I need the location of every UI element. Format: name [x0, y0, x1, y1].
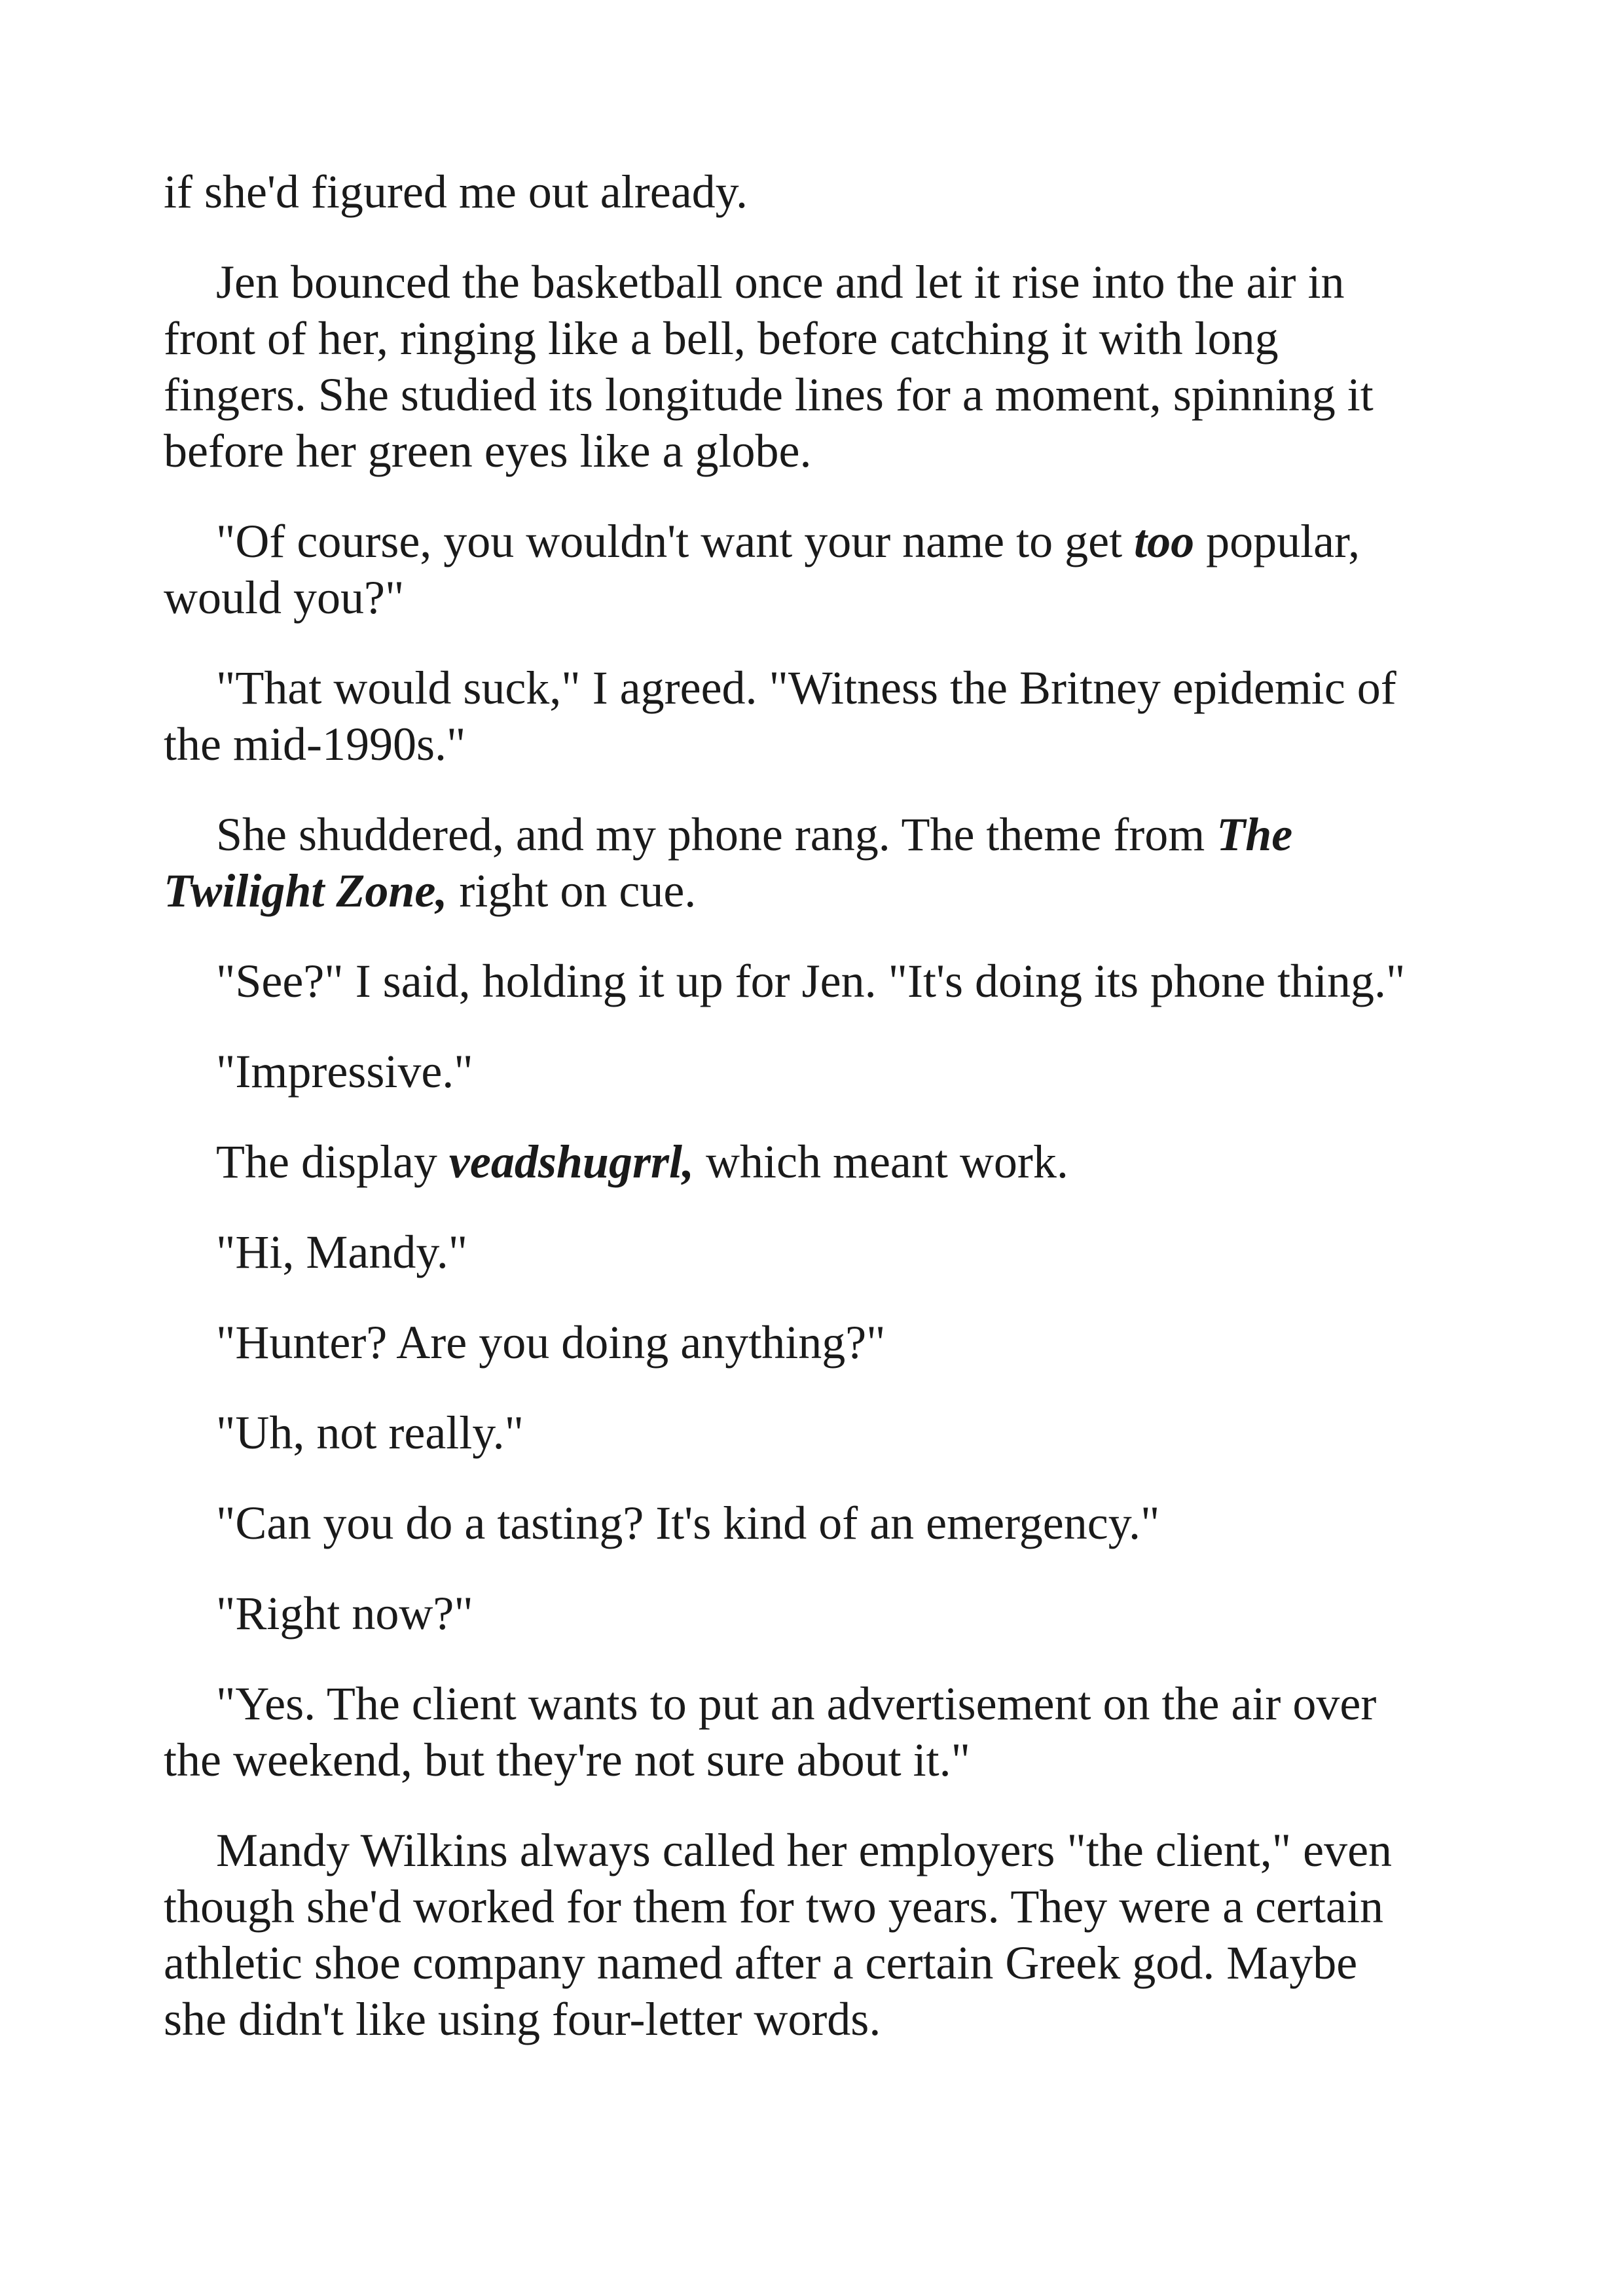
emphasized-text: too: [1134, 515, 1195, 567]
paragraph: [164, 164, 1408, 220]
emphasized-text: veadshugrrl,: [448, 1136, 694, 1188]
text-run: Mandy Wilkins always called her employers "the client," even though she'd worked for them for two years. They were a certain athletic shoe company named after a certain Greek god. Maybe she didn't like using four-letter words.: [164, 1824, 1393, 2045]
paragraph: [164, 1822, 1408, 2047]
paragraph: [164, 513, 1408, 626]
text-run: The display: [216, 1136, 449, 1188]
text-run: which meant work.: [693, 1136, 1068, 1188]
text-run: "Impressive.": [216, 1045, 473, 1098]
text-run: "Yes. The client wants to put an advertisement on the air over the weekend, but they're not sure about it.": [164, 1677, 1377, 1786]
emphasized-text: The Twilight Zone,: [164, 808, 1293, 917]
paragraph: [164, 953, 1408, 1009]
text-run: She shuddered, and my phone rang. The theme from: [216, 808, 1217, 861]
text-run: popular, would you?": [164, 515, 1360, 624]
text-run: "Hunter? Are you doing anything?": [216, 1316, 886, 1369]
paragraph: [164, 1043, 1408, 1100]
paragraph: [164, 1405, 1408, 1461]
text-run: "Of course, you wouldn't want your name to get: [216, 515, 1135, 567]
paragraph: [164, 1676, 1408, 1788]
text-run: "Right now?": [216, 1587, 473, 1640]
paragraph: [164, 1314, 1408, 1371]
text-run: "See?" I said, holding it up for Jen. "It's doing its phone thing.": [216, 955, 1406, 1007]
text-run: if she'd figured me out already.: [164, 166, 748, 218]
book-page: [164, 164, 1408, 2081]
paragraph: [164, 1134, 1408, 1190]
text-run: "Hi, Mandy.": [216, 1226, 468, 1278]
paragraph: [164, 254, 1408, 479]
paragraph: [164, 1224, 1408, 1280]
text-run: "Uh, not really.": [216, 1407, 524, 1459]
paragraph: [164, 1495, 1408, 1551]
text-run: "That would suck," I agreed. "Witness the Britney epidemic of the mid-1990s.": [164, 662, 1396, 770]
paragraph: [164, 660, 1408, 772]
paragraph: [164, 1585, 1408, 1641]
paragraph: [164, 806, 1408, 919]
text-run: "Can you do a tasting? It's kind of an emergency.": [216, 1497, 1160, 1549]
text-run: Jen bounced the basketball once and let it rise into the air in front of her, ringing like a bell, before catching it with long fingers. She studied its longitude lines for a moment, spinning it before her green eyes like a globe.: [164, 256, 1374, 477]
text-run: right on cue.: [447, 865, 697, 917]
